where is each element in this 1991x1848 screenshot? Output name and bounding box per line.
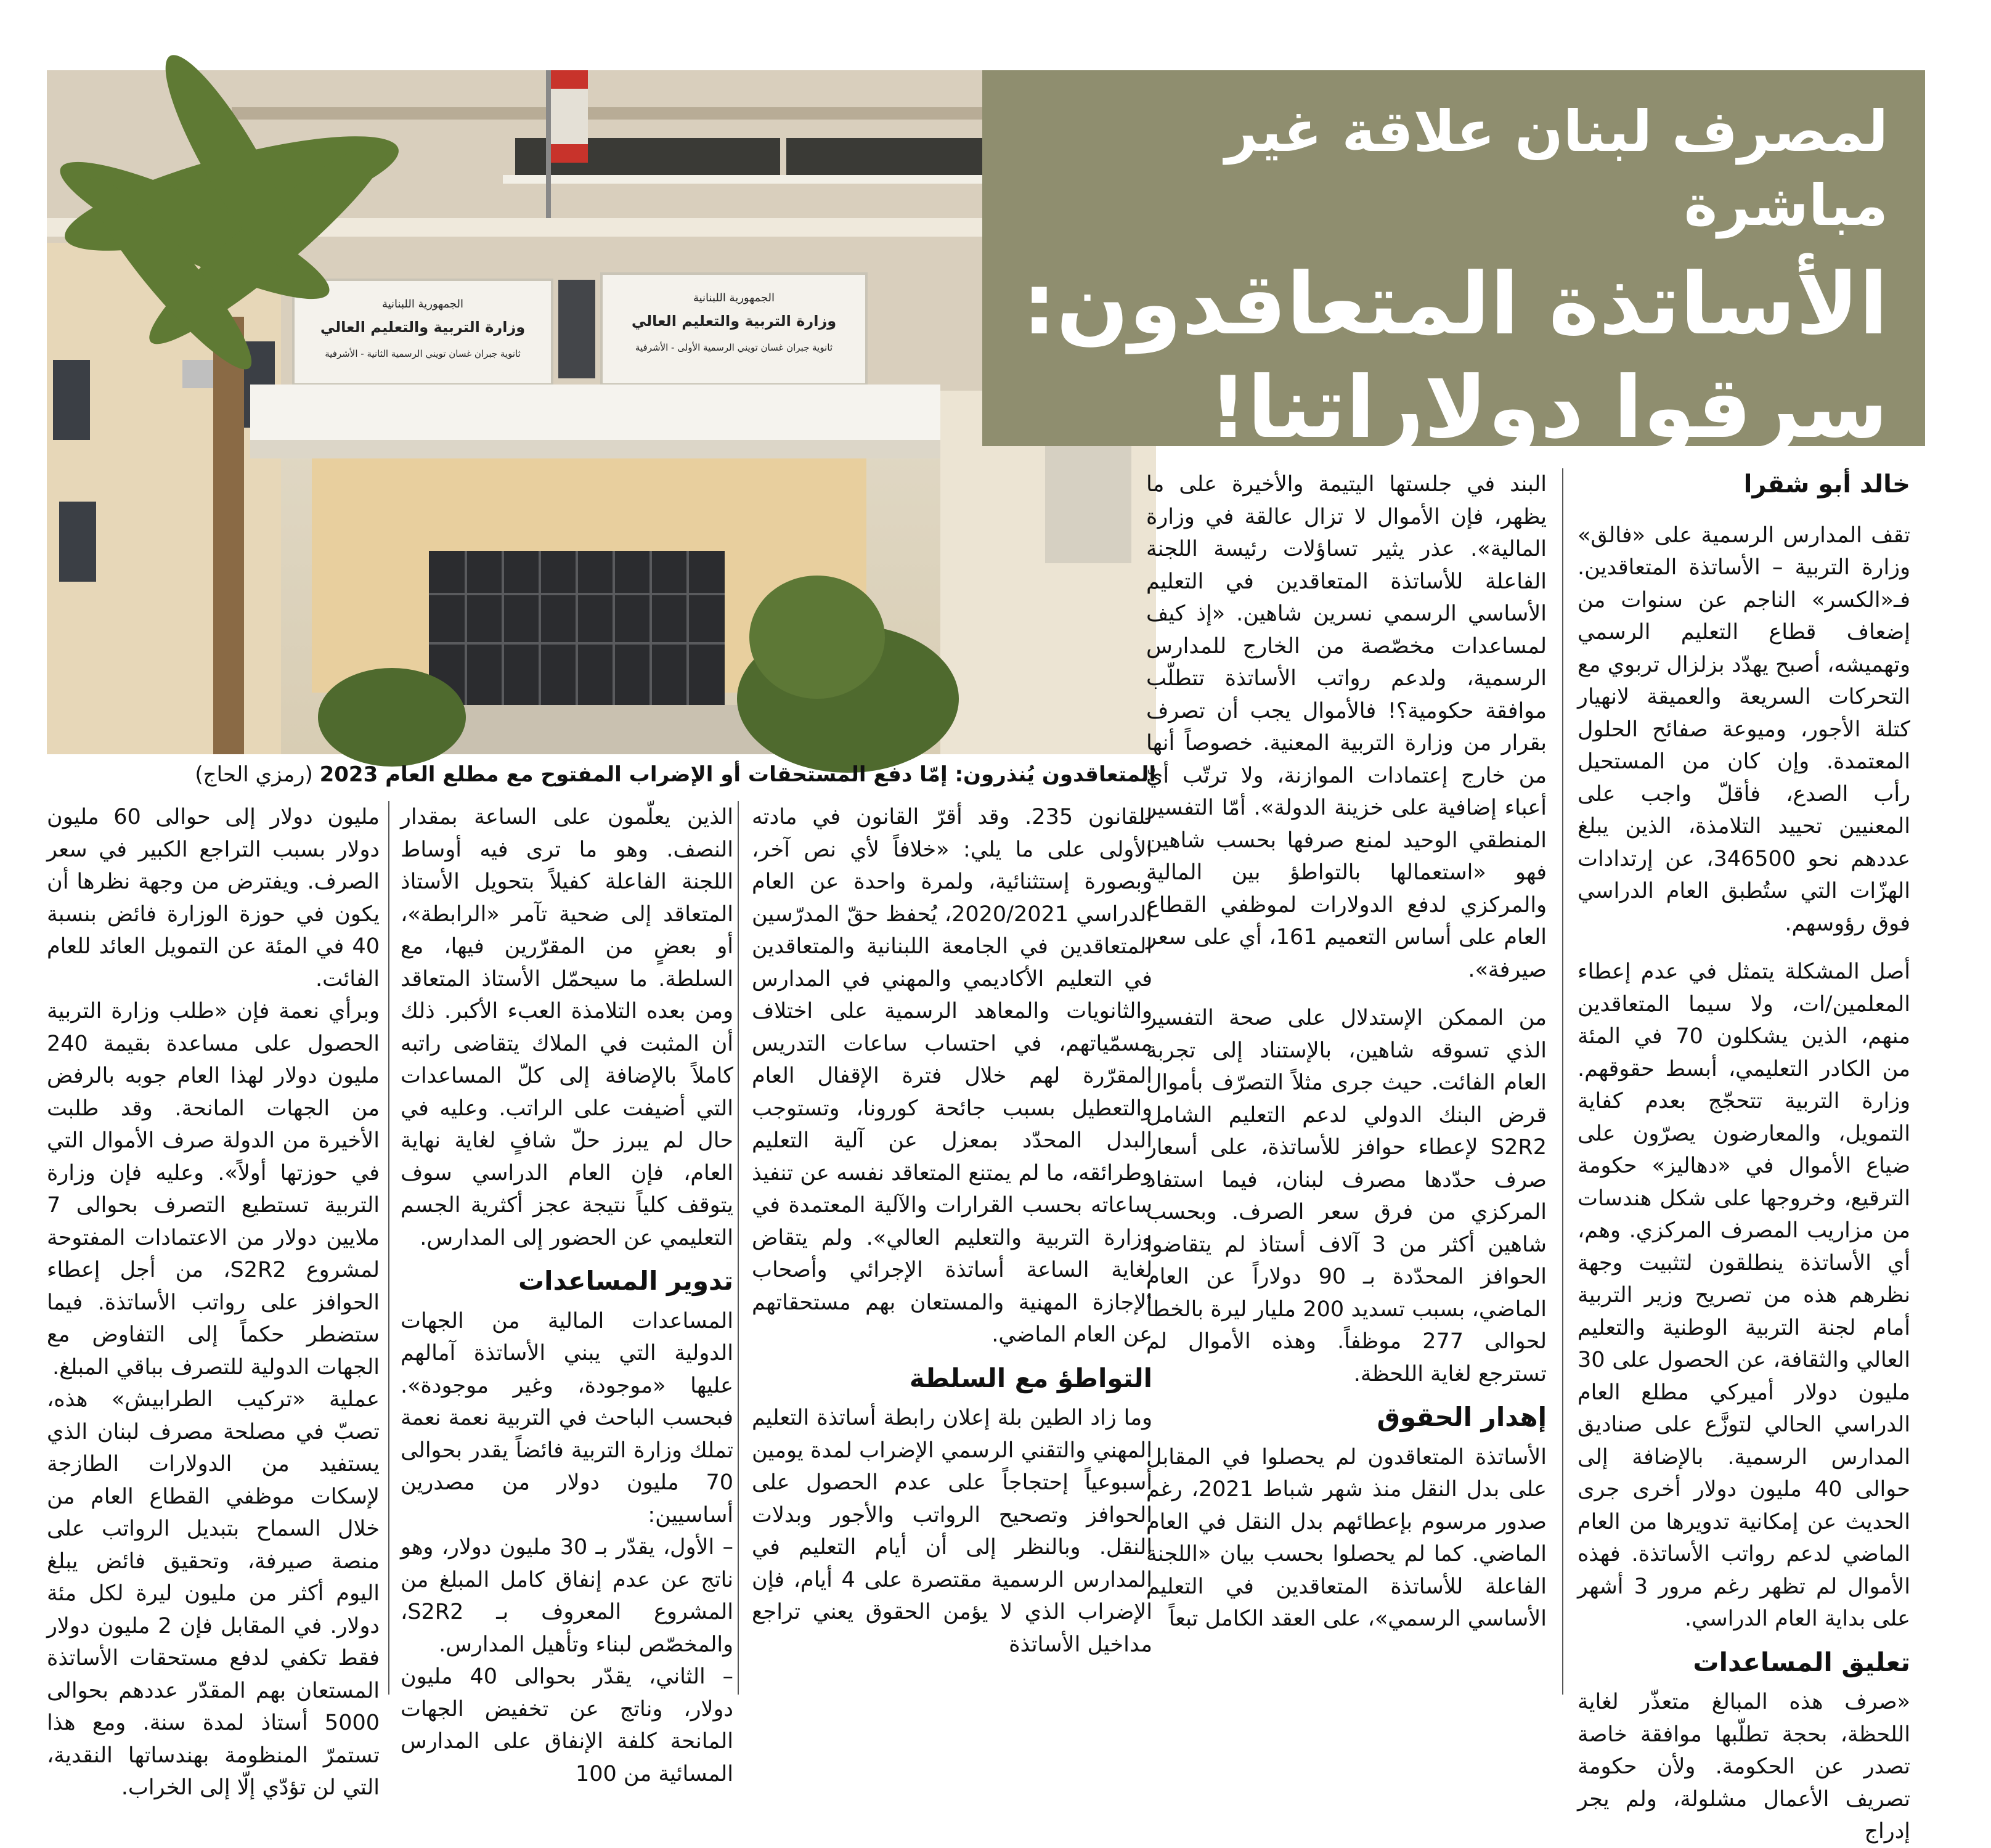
article-column-3 (752, 801, 1152, 1695)
sign-ministry-right: وزارة التربية والتعليم العالي (631, 312, 837, 330)
paragraph: أصل المشكلة يتمثل في عدم إعطاء المعلمين/ات، ولا سيما المتعاقدين منهم، الذين يشكلون 70 في المئة من الكادر التعليمي، أبسط حقوقهم. وزارة التربية تتحجّج بعدم كفاية التمويل، والمعارضون يصرّون على ضياع الأموال في «دهاليز» حكومة الترقيع، وخروجها على شكل هندسات من مزاريب المصرف المركزي. وهم، أي الأساتذة ينطلقون لتثبيت وجهة نظرهم هذه من تصريح وزير التربية أمام لجنة التربية الوطنية والتعليم العالي والثقافة، عن الحصول على 30 مليون دولار أميركي مطلع العام الدراسي الحالي لتوزَّع على صناديق المدارس الرسمية. بالإضافة إلى حوالى 40 مليون دولار أخرى جرى الحديث عن إمكانية تدويرها من العام الماضي لدعم رواتب الأساتذة. فهذه الأموال لم تظهر رغم مرور 3 أشهر على بداية العام الدراسي. (1578, 959, 1910, 1631)
paragraph: وما زاد الطين بلة إعلان رابطة أساتذة التعليم المهني والتقني الرسمي الإضراب لمدة يومين أسبوعياً إحتجاجاً على عدم الحصول على الحوافز وتصحيح الرواتب والأجور وبدلات النقل. وبالنظر إلى أن أيام التعليم في المدارس الرسمية مقتصرة على 4 أيام، فإن الإضراب الذي لا يؤمن الحقوق يعني تراجع مداخيل الأساتذة (752, 1406, 1153, 1657)
paragraph: من الممكن الإستدلال على صحة التفسير الذي تسوقه شاهين، بالإستناد إلى تجربة العام الفائت. حيث جرى مثلاً التصرّف بأموال قرض البنك الدولي لدعم التعليم الشامل S2R2 لإعطاء حوافز للأساتذة، على أسعار صرف حدّدها مصرف لبنان، فيما استفاد المركزي من فرق سعر الصرف. وبحسب شاهين أكثر من 3 آلاف أستاذ لم يتقاضوا الحوافز المحدّدة بـ 90 دولاراً عن العام الماضي، بسبب تسديد 200 مليار ليرة بالخطأ لحوالى 277 موظفاً. وهذه الأموال لم تسترجع لغاية اللحظة. (1146, 1006, 1547, 1386)
sign-school-left: ثانوية جبران غسان تويني الرسمية الثانية - الأشرفية (325, 348, 521, 359)
paragraph: للقانون 235. وقد أقرّ القانون في مادته الأولى على ما يلي: «خلافاً لأي نص آخر، وبصورة إستثنائية، ولمرة واحدة عن العام الدراسي 2020/2021، يُحفظ حقّ المدرّسين المتعاقدين في الجامعة اللبنانية والمتعاقدين في التعليم الأكاديمي والمهني في المدارس والثانويات والمعاهد الرسمية على اختلاف مسمّياتهم، في احتساب ساعات التدريس المقرّرة لهم خلال فترة الإقفال العام والتعطيل بسبب جائحة كورونا، وتستوجب البدل المحدّد بمعزل عن آلية التعليم وطرائقه، ما لم يمتنع المتعاقد نفسه عن تنفيذ ساعاته بحسب القرارات والآلية المعتمدة في وزارة التربية والتعليم العالي». ولم يتقاض لغاية الساعة أساتذة الإجرائي وأصحاب الإجازة المهنية والمستعان بهم مستحقاتهم عن العام الماضي. (752, 805, 1153, 1347)
photo-caption (195, 759, 1156, 790)
paragraph: البند في جلستها اليتيمة والأخيرة على ما يظهر، فإن الأموال لا تزال عالقة في وزارة المالية». عذر يثير تساؤلات رئيسة اللجنة الفاعلة للأساتذة المتعاقدين في التعليم الأساسي الرسمي نسرين شاهين. «إذ كيف لمساعدات مخصّصة من الخارج للمدارس الرسمية، ولدعم رواتب الأساتذة تتطلّب موافقة حكومية؟! فالأموال يجب أن تصرف بقرار من وزارة التربية المعنية. خصوصاً أنها من خارج إعتمادات الموازنة، ولا ترتّب أيّ أعباء إضافية على خزينة الدولة». أمّا التفسير المنطقي الوحيد لمنع صرفها بحسب شاهين فهو «استعمالها بالتواطؤ بين المالية والمركزي لدفع الدولارات لموظفي القطاع العام على أساس التعميم 161، أي على سعر صيرفة». (1146, 472, 1547, 982)
paragraph: وبرأي نعمة فإن «طلب وزارة التربية الحصول على مساعدة بقيمة 240 مليون دولار لهذا العام جوبه بالرفض من الجهات المانحة. وقد طلبت الأخيرة من الدولة صرف الأموال التي في حوزتها أولاً». وعليه فإن وزارة التربية تستطيع التصرف بحوالى 7 ملايين دولار من الاعتمادات المفتوحة لمشروع S2R2، من أجل إعطاء الحوافز على رواتب الأساتذة. فيما ستضطر حكماً إلى التفاوض مع الجهات الدولية للتصرف بباقي المبلغ. (47, 999, 380, 1380)
sign-republic-right: الجمهورية اللبنانية (693, 291, 775, 304)
caption-lead: المتعاقدون يُنذرون: إمّا دفع المستحقات أو الإضراب المفتوح مع مطلع العام 2023 (319, 762, 1156, 787)
paragraph: «صرف هذه المبالغ متعذّر لغاية اللحظة، بحجة تطلّبها موافقة خاصة تصدر عن الحكومة. ولأن حكومة تصريف الأعمال مشلولة، ولم يجر إدراج (1578, 1690, 1910, 1844)
paragraph: الذين يعلّمون على الساعة بمقدار النصف. وهو ما ترى فيه أوساط اللجنة الفاعلة كفيلاً بتحويل الأستاذ المتعاقد إلى ضحية تآمر «الرابطة»، أو بعضٍ من المقرّرين فيها، مع السلطة. ما سيحمّل الأستاذ المتعاقد ومن بعده التلامذة العبء الأكبر. ذلك أن المثبت في الملاك يتقاضى راتبه كاملاً بالإضافة إلى كلّ المساعدات التي أضيفت على الراتب. وعليه في حال لم يبرز حلّ شافٍ لغاية نهاية العام، فإن العام الدراسي سوف يتوقف كلياً نتيجة عجز أكثرية الجسم التعليمي عن الحضور إلى المدارس. (401, 805, 733, 1250)
article-column-5 (47, 801, 380, 1800)
paragraph: – الثاني، يقدّر بحوالى 40 مليون دولار، وناتج عن تخفيض الجهات المانحة كلفة الإنفاق على المدارس المسائية من 100 (401, 1664, 733, 1786)
byline: خالد أبو شقرا (1743, 470, 1910, 499)
subheading-aid-suspension: تعليق المساعدات (1693, 1647, 1910, 1677)
headline-box (982, 70, 1925, 457)
column-rule (1562, 468, 1563, 1695)
sign-republic-left: الجمهورية اللبنانية (381, 298, 464, 311)
paragraph: المساعدات المالية من الجهات الدولية التي يبني الأساتذة آمالهم عليها «موجودة، وغير موجودة». فبحسب الباحث في التربية نعمة نعمة تملك وزارة التربية فائضاً يقدر بحوالى 70 مليون دولار من مصدرين أساسيين: (401, 1308, 733, 1528)
caption-credit: (رمزي الحاج) (195, 762, 313, 787)
subheading-aid-rollover: تدوير المساعدات (518, 1266, 733, 1296)
paragraph: مليون دولار إلى حوالى 60 مليون دولار بسبب التراجع الكبير في سعر الصرف. ويفترض من وجهة نظرها أن يكون في حوزة الوزارة فائض بنسبة 40 في المئة عن التمويل العائد للعام الفائت. (47, 805, 380, 991)
paragraph: تقف المدارس الرسمية على «فالق» وزارة التربية – الأساتذة المتعاقدين. فـ«الكسر» الناجم عن سنوات من إضعاف قطاع التعليم الرسمي وتهميشه، أصبح يهدّد بزلزال تربوي مع التحركات السريعة والعميقة لانهيار كتلة الأجور، وميوعة صفائح الحلول المعتمدة. وإن كان من المستحيل رأب الصدع، فأقلّ واجب على المعنيين تحييد التلامذة، الذين يبلغ عددهم نحو 346500، عن إرتدادات الهزّات التي ستُطبق العام الدراسي فوق رؤوسهم. (1578, 523, 1910, 936)
sign-ministry-left: وزارة التربية والتعليم العالي (320, 319, 526, 336)
subheading-rights-waste: إهدار الحقوق (1377, 1402, 1547, 1432)
subheading-collusion: التواطؤ مع السلطة (909, 1362, 1152, 1393)
column-rule (738, 801, 739, 1695)
article-column-2 (1146, 468, 1547, 1695)
column-rule (388, 801, 389, 1695)
headline-kicker: لمصرف لبنان علاقة غير مباشرة (1224, 99, 1888, 238)
article-column-1 (1578, 468, 1910, 1844)
paragraph: الأساتذة المتعاقدون لم يحصلوا في المقابل على بدل النقل منذ شهر شباط 2021، رغم صدور مرسوم بإعطائهم بدل النقل في العام الماضي. كما لم يحصلوا بحسب بيان «اللجنة الفاعلة للأساتذة المتعاقدين في التعليم الأساسي الرسمي»، على العقد الكامل تبعاً (1146, 1444, 1547, 1631)
paragraph: – الأول، يقدّر بـ 30 مليون دولار، وهو ناتج عن عدم إنفاق كامل المبلغ من المشروع المعروف بـ S2R2، والمخصّص لبناء وتأهيل المدارس. (401, 1535, 733, 1657)
article-column-4 (401, 801, 733, 1786)
paragraph: عملية «تركيب الطرابيش» هذه، تصبّ في مصلحة مصرف لبنان الذي يستفيد من الدولارات الطازجة لإسكات موظفي القطاع العام من خلال السماح بتبديل الرواتب على منصة صيرفة، وتحقيق فائض يبلغ اليوم أكثر من مليون ليرة لكل مئة دولار. في المقابل فإن 2 مليون دولار فقط تكفي لدفع مستحقات الأساتذة المستعان بهم المقدّر عددهم بحوالى 5000 أستاذ لمدة سنة. ومع هذا تستمرّ المنظومة بهندساتها النقدية، التي لن تؤدّي إلّا إلى الخراب. (47, 1387, 380, 1800)
headline-title-line2: سرقوا دولاراتنا! (1208, 358, 1888, 457)
headline-title-line1: الأساتذة المتعاقدون: (1022, 254, 1888, 354)
sign-school-right: ثانوية جبران غسان تويني الرسمية الأولى - الأشرفية (635, 342, 833, 353)
